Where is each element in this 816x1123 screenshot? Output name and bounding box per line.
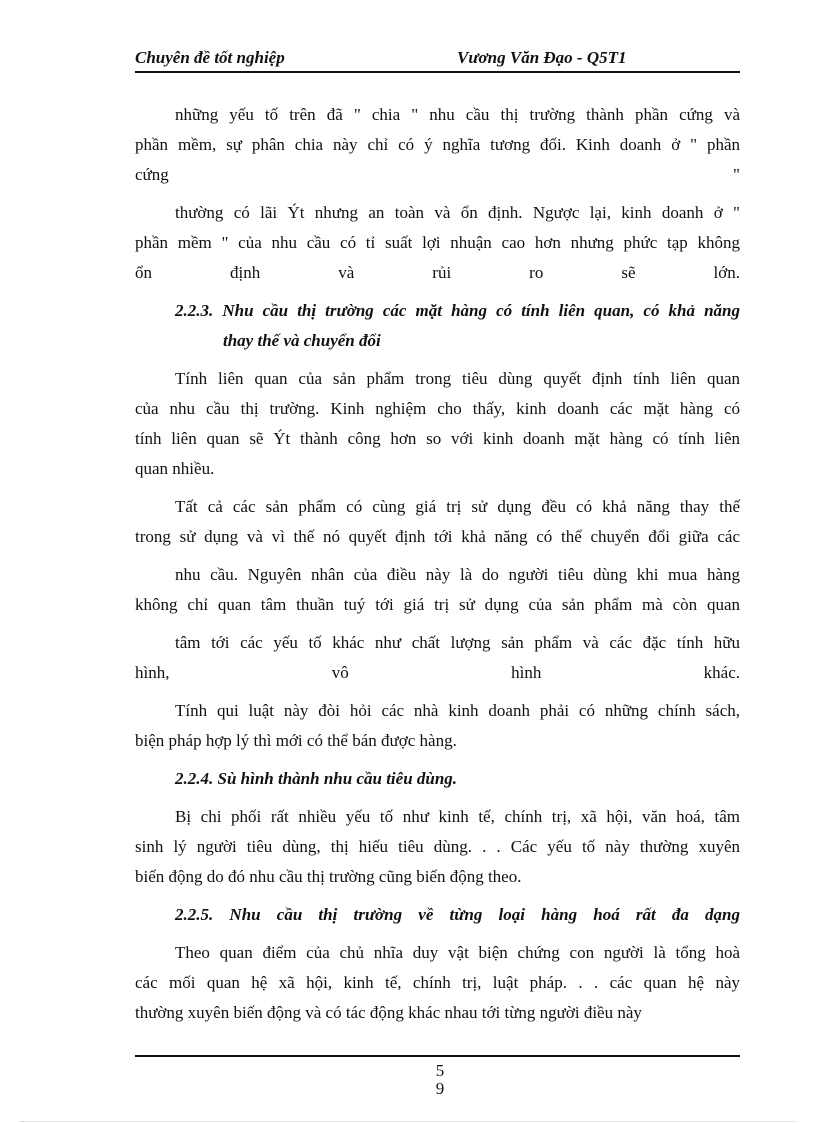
text-line: quan nhiều.: [135, 459, 215, 478]
text-line: ổn định và rủi ro sẽ lớn.: [135, 263, 740, 282]
section-heading: 2.2.4. Sù hình thành nhu cầu tiêu dùng.: [175, 769, 458, 788]
text-line: những yếu tố trên đã " chia " nhu cầu thị trường thành phần cứng và: [175, 105, 740, 124]
section-heading: 2.2.3. Nhu cầu thị trường các mặt hàng có tính liên quan, có khả năng: [175, 301, 740, 320]
header-rule: [135, 71, 740, 73]
text-line: các mối quan hệ xã hội, kinh tế, chính trị, luật pháp. . . các quan hệ này: [135, 973, 740, 992]
text-line: thường xuyên biến động và có tác động khác nhau tới từng người điều này: [135, 1003, 642, 1022]
page-edge-dotted-line: [20, 1121, 796, 1122]
text-line: biện pháp hợp lý thì mới có thể bán được hàng.: [135, 731, 457, 750]
text-line: phần mềm " của nhu cầu có tỉ suất lợi nhuận cao hơn nhưng phức tạp không: [135, 233, 740, 252]
section-heading: 2.2.5. Nhu cầu thị trường về từng loại hàng hoá rất đa dạng: [175, 905, 740, 924]
text-line: hình, vô hình khác.: [135, 663, 740, 682]
text-line: nhu cầu. Nguyên nhân của điều này là do người tiêu dùng khi mua hàng: [175, 565, 740, 584]
text-line: biến động do đó nhu cầu thị trường cũng biến động theo.: [135, 867, 522, 886]
text-line: cứng: [135, 165, 169, 184]
header-title: Chuyên đề tốt nghiệp: [135, 48, 285, 67]
section-heading: thay thế và chuyển đổi: [223, 331, 381, 350]
header-author: Vương Văn Đạo - Q5T1: [457, 48, 627, 67]
page-number-digit: 9: [435, 1079, 445, 1098]
text-line: Tất cả các sản phẩm có cùng giá trị sử dụng đều có khả năng thay thế: [175, 497, 740, 516]
text-line: sinh lý người tiêu dùng, thị hiếu tiêu dùng. . . Các yếu tố này thường xuyên: [135, 837, 740, 856]
running-header: [135, 48, 740, 70]
text-line: Theo quan điểm của chủ nhĩa duy vật biện chứng con người là tổng hoà: [175, 943, 740, 962]
text-line: tâm tới các yếu tố khác như chất lượng sản phẩm và các đặc tính hữu: [175, 633, 740, 652]
text-line: không chỉ quan tâm thuần tuý tới giá trị sử dụng của sản phẩm mà còn quan: [135, 595, 740, 614]
text-line: Bị chi phối rất nhiều yếu tố như kinh tế, chính trị, xã hội, văn hoá, tâm: [175, 807, 740, 826]
text-line: Tính liên quan của sản phẩm trong tiêu dùng quyết định tính liên quan: [175, 369, 740, 388]
text-line: tính liên quan sẽ Ýt thành công hơn so với kinh doanh mặt hàng có tính liên: [135, 429, 740, 448]
text-line: ": [733, 165, 740, 184]
page-number-digit: 5: [435, 1061, 445, 1080]
text-line: của nhu cầu thị trường. Kinh nghiệm cho thấy, kinh doanh các mặt hàng có: [135, 399, 740, 418]
text-line: thường có lãi Ýt nhưng an toàn và ổn định. Ngược lại, kinh doanh ở ": [175, 203, 740, 222]
footer-rule: [135, 1055, 740, 1057]
text-line: phần mềm, sự phân chia này chỉ có ý nghĩa tương đối. Kinh doanh ở " phần: [135, 135, 740, 154]
text-line: trong sử dụng và vì thế nó quyết định tới khả năng có thể chuyển đổi giữa các: [135, 527, 740, 546]
text-line: Tính qui luật này đòi hỏi các nhà kinh doanh phải có những chính sách,: [175, 701, 740, 720]
